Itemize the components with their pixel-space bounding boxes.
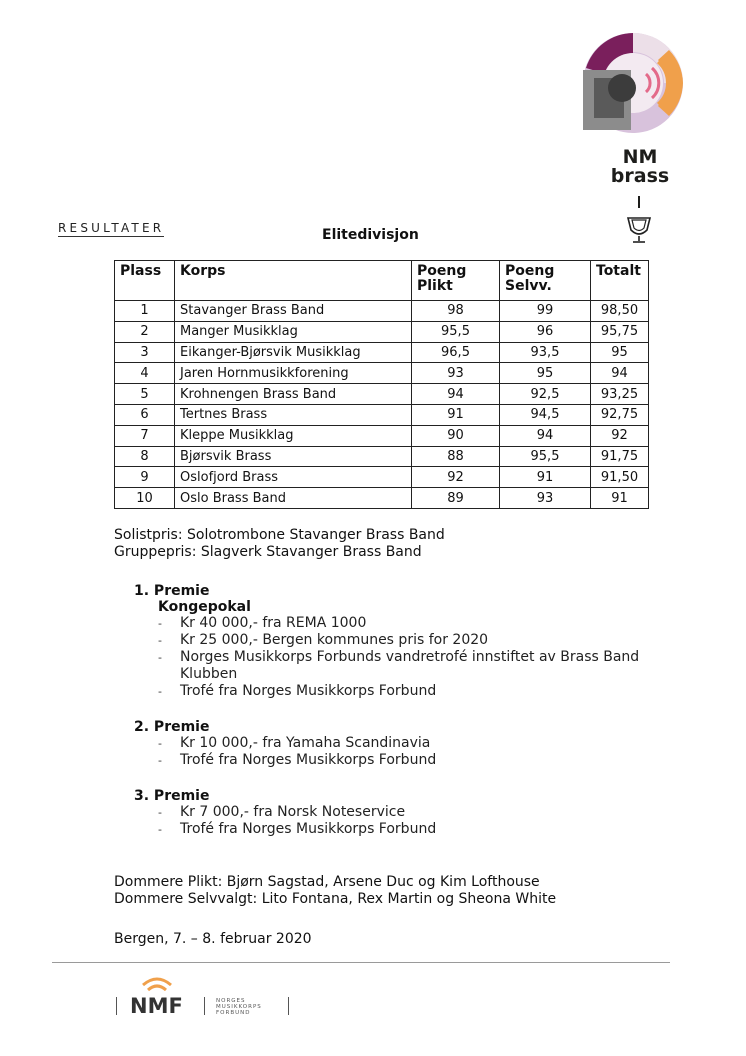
table-row [115,301,649,322]
table-row [115,404,649,425]
nmf-organisation-name [216,998,262,1016]
cell-mandatory: 90 [412,425,500,446]
cell-place: 2 [115,321,175,342]
cell-corps: Bjørsvik Brass [175,446,412,467]
org-line: NORGES [216,998,246,1004]
footer-separator [116,997,117,1015]
cell-place: 7 [115,425,175,446]
org-line: FORBUND [216,1010,251,1016]
cell-corps: Stavanger Brass Band [175,301,412,322]
cell-place: 3 [115,342,175,363]
header-mandatory: Poeng Plikt [412,261,500,301]
division-title: Elitedivisjon [322,227,419,243]
prize-title: 1. Premie [134,583,210,599]
cell-corps: Krohnengen Brass Band [175,384,412,405]
nmf-logo-arc [137,971,177,995]
cell-corps: Kleppe Musikklag [175,425,412,446]
prize-subtitle: Kongepokal [158,599,251,615]
logo-divider [638,196,640,208]
cell-mandatory: 96,5 [412,342,500,363]
nm-word: NM [622,146,658,168]
cell-total: 95,75 [591,321,649,342]
trophy-icon [624,212,654,246]
place-date: Bergen, 7. – 8. februar 2020 [114,931,312,947]
prize-title: 3. Premie [134,788,210,804]
cell-total: 91,50 [591,467,649,488]
cell-total: 91,75 [591,446,649,467]
cell-mandatory: 95,5 [412,321,500,342]
cell-total: 94 [591,363,649,384]
cell-mandatory: 88 [412,446,500,467]
table-row [115,467,649,488]
judges [114,874,556,908]
cell-total: 92,75 [591,404,649,425]
cell-own-choice: 95 [500,363,591,384]
cell-total: 95 [591,342,649,363]
footer-divider [52,962,670,963]
cell-total: 92 [591,425,649,446]
cell-place: 5 [115,384,175,405]
nm-brass-logo [580,30,686,136]
header-total: Totalt [591,261,649,301]
list-item: - Trofé fra Norges Musikkorps Forbund [158,821,654,838]
cell-own-choice: 99 [500,301,591,322]
cell-mandatory: 89 [412,488,500,509]
list-item: - Trofé fra Norges Musikkorps Forbund [158,752,654,769]
cell-own-choice: 93 [500,488,591,509]
table-row [115,425,649,446]
cell-mandatory: 93 [412,363,500,384]
judges-mandatory: Dommere Plikt: Bjørn Sagstad, Arsene Duc og Kim Lofthouse [114,874,540,890]
group-award: Gruppepris: Slagverk Stavanger Brass Band [114,544,422,560]
cell-place: 8 [115,446,175,467]
cell-corps: Oslo Brass Band [175,488,412,509]
footer-separator [204,997,205,1015]
cell-corps: Manger Musikklag [175,321,412,342]
prize-list [134,583,654,857]
cell-own-choice: 92,5 [500,384,591,405]
prize-items [134,615,654,700]
cell-own-choice: 95,5 [500,446,591,467]
cell-place: 6 [115,404,175,425]
cell-own-choice: 94 [500,425,591,446]
prize-title: 2. Premie [134,719,210,735]
cell-mandatory: 92 [412,467,500,488]
special-awards [114,527,445,561]
list-item: - Norges Musikkorps Forbunds vandretrofé innstiftet av Brass Band Klubben [158,649,654,683]
results-label: RESULTATER [58,221,165,235]
table-row [115,363,649,384]
prize-block-3 [134,788,654,838]
cell-place: 10 [115,488,175,509]
table-row [115,384,649,405]
prize-items [134,804,654,838]
cell-own-choice: 93,5 [500,342,591,363]
cell-corps: Jaren Hornmusikkforening [175,363,412,384]
prize-block-2 [134,719,654,769]
cell-place: 9 [115,467,175,488]
cell-own-choice: 96 [500,321,591,342]
header-own-choice: Poeng Selvv. [500,261,591,301]
table-header-row [115,261,649,301]
table-row [115,488,649,509]
cell-mandatory: 94 [412,384,500,405]
header-place: Plass [115,261,175,301]
footer-separator [288,997,289,1015]
prize-items [134,735,654,769]
list-item: - Kr 10 000,- fra Yamaha Scandinavia [158,735,654,752]
header-corps: Korps [175,261,412,301]
cell-mandatory: 98 [412,301,500,322]
prize-block-1 [134,583,654,700]
list-item: - Kr 25 000,- Bergen kommunes pris for 2020 [158,632,654,649]
table-row [115,321,649,342]
solo-award: Solistpris: Solotrombone Stavanger Brass Band [114,527,445,543]
table-row [115,342,649,363]
list-item: - Trofé fra Norges Musikkorps Forbund [158,683,654,700]
judges-own-choice: Dommere Selvvalgt: Lito Fontana, Rex Martin og Sheona White [114,891,557,907]
cell-total: 93,25 [591,384,649,405]
cell-mandatory: 91 [412,404,500,425]
results-table [114,260,649,509]
cell-place: 4 [115,363,175,384]
cell-corps: Eikanger-Bjørsvik Musikklag [175,342,412,363]
cell-corps: Tertnes Brass [175,404,412,425]
cell-own-choice: 94,5 [500,404,591,425]
cell-own-choice: 91 [500,467,591,488]
org-line: MUSIKKORPS [216,1004,262,1010]
list-item: - Kr 40 000,- fra REMA 1000 [158,615,654,632]
list-item: - Kr 7 000,- fra Norsk Noteservice [158,804,654,821]
brass-word: brass [610,165,670,187]
nmf-logo-text: NMF [130,994,183,1018]
nm-brass-wordmark [600,148,680,186]
cell-total: 98,50 [591,301,649,322]
cell-total: 91 [591,488,649,509]
cell-place: 1 [115,301,175,322]
table-row [115,446,649,467]
cell-corps: Oslofjord Brass [175,467,412,488]
